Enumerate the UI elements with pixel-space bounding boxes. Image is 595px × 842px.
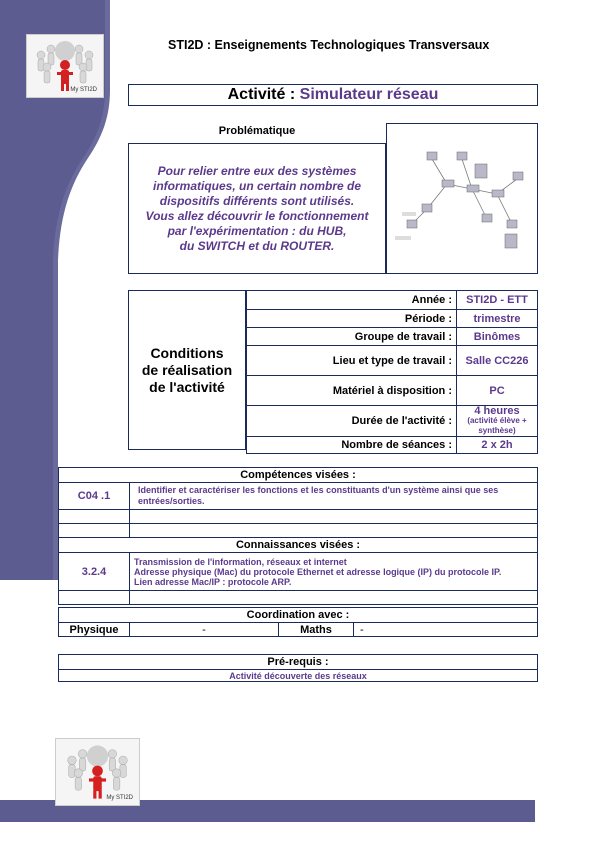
activity-name: Simulateur réseau bbox=[299, 86, 439, 103]
logo-caption: My STI2D bbox=[70, 87, 97, 93]
conditions-row bbox=[247, 406, 538, 437]
conditions-key: Année : bbox=[247, 291, 457, 310]
conditions-row bbox=[247, 346, 538, 376]
empty-row bbox=[59, 591, 538, 605]
conditions-value: Salle CC226 bbox=[457, 346, 538, 376]
network-diagram-image bbox=[386, 123, 538, 274]
conditions-value: 2 x 2h bbox=[457, 437, 538, 454]
problematique-line: Vous allez découvrir le fonctionnement bbox=[145, 209, 369, 223]
activity-title-box bbox=[128, 84, 538, 106]
conditions-label-box bbox=[128, 290, 246, 450]
coordination-header-row bbox=[59, 608, 538, 623]
skills-table bbox=[58, 467, 538, 605]
prerequis-header-row bbox=[59, 655, 538, 670]
empty-row bbox=[59, 524, 538, 538]
competences-code: C04 .1 bbox=[59, 483, 130, 510]
connaissances-row bbox=[59, 553, 538, 591]
coordination-subject: Maths bbox=[279, 623, 354, 637]
conditions-row bbox=[247, 376, 538, 406]
connaissances-header: Connaissances visées : bbox=[59, 538, 538, 553]
conditions-value: 4 heures bbox=[474, 405, 520, 417]
sti2d-logo bbox=[26, 34, 104, 98]
competences-header: Compétences visées : bbox=[59, 468, 538, 483]
conditions-label-line: de réalisation bbox=[141, 361, 233, 378]
conditions-value: Binômes bbox=[457, 328, 538, 346]
skills-header-row bbox=[59, 468, 538, 483]
conditions-value: trimestre bbox=[457, 310, 538, 328]
problematique-line: informatiques, un certain nombre de bbox=[152, 179, 362, 193]
problematique-line: dispositifs différents sont utilisés. bbox=[159, 194, 355, 208]
competences-row bbox=[59, 483, 538, 510]
conditions-row bbox=[247, 310, 538, 328]
problematique-line: Pour relier entre eux des systèmes bbox=[157, 164, 357, 178]
conditions-key: Durée de l'activité : bbox=[247, 406, 457, 437]
connaissances-line: Adresse physique (Mac) du protocole Ethernet et adresse logique (IP) du protocole IP. bbox=[134, 566, 502, 577]
conditions-key: Période : bbox=[247, 310, 457, 328]
activity-prefix: Activité : bbox=[227, 86, 296, 103]
coordination-table bbox=[58, 607, 538, 637]
connaissances-text-cell bbox=[130, 553, 538, 591]
competences-text: Identifier et caractériser les fonctions et les constituants d'un système ainsi que ses entrées/sorties. bbox=[130, 483, 538, 510]
coordination-row bbox=[59, 623, 538, 637]
conditions-row bbox=[247, 291, 538, 310]
coordination-value: - bbox=[130, 623, 279, 637]
problematique-text-box bbox=[128, 143, 386, 274]
network-topology-icon bbox=[387, 124, 537, 273]
prerequis-row bbox=[59, 670, 538, 682]
coordination-value: - bbox=[354, 623, 538, 637]
conditions-key: Lieu et type de travail : bbox=[247, 346, 457, 376]
conditions-key: Nombre de séances : bbox=[247, 437, 457, 454]
conditions-label-line: de l'activité bbox=[149, 378, 225, 395]
empty-row bbox=[59, 510, 538, 524]
problematique-label: Problématique bbox=[218, 125, 296, 137]
page-header-title: STI2D : Enseignements Technologiques Transversaux bbox=[168, 38, 490, 52]
conditions-row bbox=[247, 328, 538, 346]
connaissances-line: Transmission de l'information, réseaux et internet bbox=[134, 556, 347, 567]
conditions-value-cell bbox=[457, 406, 538, 437]
sti2d-logo-footer bbox=[55, 738, 140, 806]
prerequis-table bbox=[58, 654, 538, 682]
conditions-value-sub: (activité élève + synthèse) bbox=[467, 416, 527, 435]
conditions-row bbox=[247, 437, 538, 454]
conditions-label-line: Conditions bbox=[150, 344, 224, 361]
coordination-subject: Physique bbox=[59, 623, 130, 637]
connaissances-line: Lien adresse Mac/IP : protocole ARP. bbox=[134, 576, 292, 587]
connaissances-code: 3.2.4 bbox=[59, 553, 130, 591]
problematique-line: par l'expérimentation : du HUB, bbox=[167, 224, 347, 238]
conditions-table bbox=[246, 290, 538, 454]
logo-caption: My STI2D bbox=[106, 795, 133, 801]
conditions-value: STI2D - ETT bbox=[457, 291, 538, 310]
conditions-key: Groupe de travail : bbox=[247, 328, 457, 346]
conditions-key: Matériel à disposition : bbox=[247, 376, 457, 406]
connaissances-header-row bbox=[59, 538, 538, 553]
coordination-header: Coordination avec : bbox=[59, 608, 538, 623]
prerequis-text: Activité découverte des réseaux bbox=[59, 670, 538, 682]
problematique-line: du SWITCH et du ROUTER. bbox=[179, 239, 335, 253]
conditions-value: PC bbox=[457, 376, 538, 406]
prerequis-header: Pré-requis : bbox=[59, 655, 538, 670]
